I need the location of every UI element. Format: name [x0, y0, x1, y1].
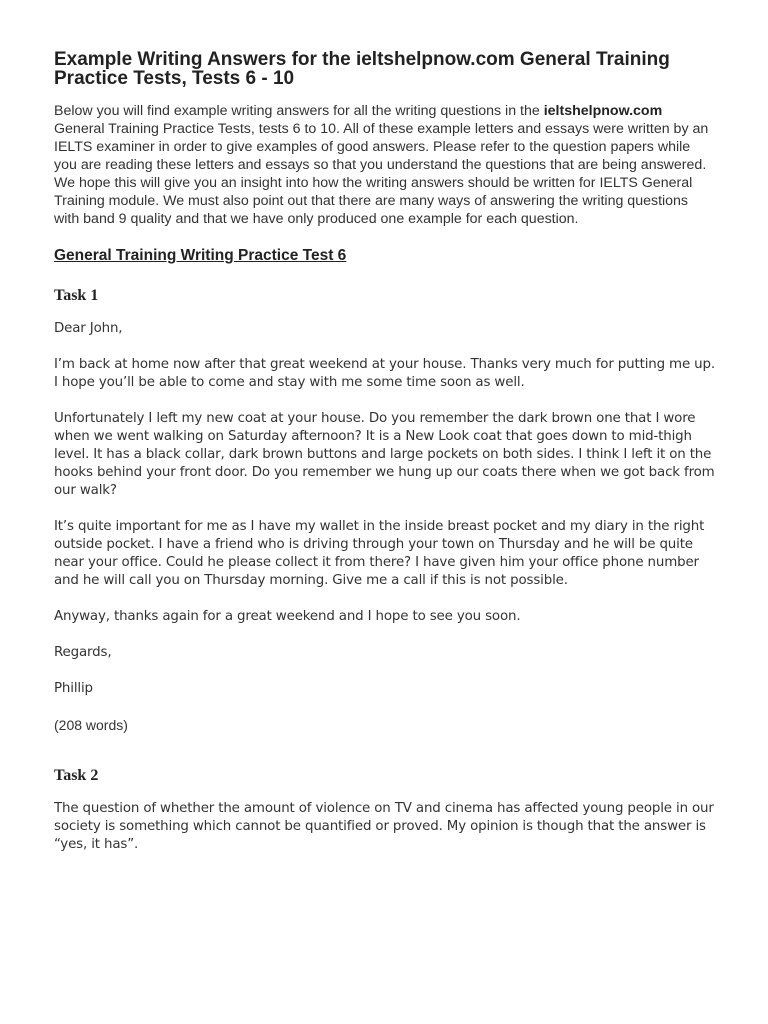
letter-paragraph: It’s quite important for me as I have my wallet in the inside breast pocket and my diary in the right outside pocket. I have a friend who is driving through your town on Thursday and he will be quite near your office. Could he please collect it from there? I have given him your office phone number and he will call you on Thursday morning. Give me a call if this is not possible.	[54, 519, 705, 588]
essay-paragraph: The question of whether the amount of violence on TV and cinema has affected young people in our society is something which cannot be quantified or proved. My opinion is though that the answer is “yes, it has”.	[54, 801, 714, 852]
section-heading: General Training Writing Practice Test 6	[54, 247, 347, 264]
intro-paragraph	[54, 102, 716, 228]
letter-closing: Regards,	[54, 645, 112, 660]
document-title: Example Writing Answers for the ieltshelpnow.com General Training Practice Tests, Tests 6 - 10	[54, 49, 670, 89]
intro-site-name: ieltshelpnow.com	[543, 103, 663, 119]
task1-heading: Task 1	[54, 287, 99, 304]
task2-essay	[54, 800, 716, 854]
task1-letter	[54, 320, 716, 698]
letter-paragraph: Unfortunately I left my new coat at your house. Do you remember the dark brown one that I wore when we went walking on Saturday afternoon? It is a New Look coat that goes down to mid-thigh level. It has a black collar, dark brown buttons and large pockets on both sides. I think I left it on the hooks behind your front door. Do you remember we hung up our coats there when we got back from our walk?	[54, 411, 715, 498]
letter-salutation: Dear John,	[54, 321, 123, 336]
intro-text-end: General Training Practice Tests, tests 6 to 10. All of these example letters and essays were written by an IELTS examiner in order to give examples of good answers. Please refer to the question papers while you are reading these letters and essays so that you understand the questions that are being answered. We hope this will give you an insight into how the writing answers should be written for IELTS General Training module. We must also point out that there are many ways of answering the writing questions with band 9 quality and that we have only produced one example for each question.	[54, 121, 709, 227]
letter-signature: Phillip	[54, 681, 93, 696]
intro-text-start: Below you will find example writing answers for all the writing questions in the	[54, 103, 544, 119]
task1-word-count: (208 words)	[54, 717, 128, 733]
task2-heading: Task 2	[54, 767, 99, 784]
letter-paragraph: Anyway, thanks again for a great weekend and I hope to see you soon.	[54, 609, 521, 624]
document-page	[54, 50, 716, 872]
letter-paragraph: I’m back at home now after that great weekend at your house. Thanks very much for putting me up. I hope you’ll be able to come and stay with me some time soon as well.	[54, 357, 715, 390]
